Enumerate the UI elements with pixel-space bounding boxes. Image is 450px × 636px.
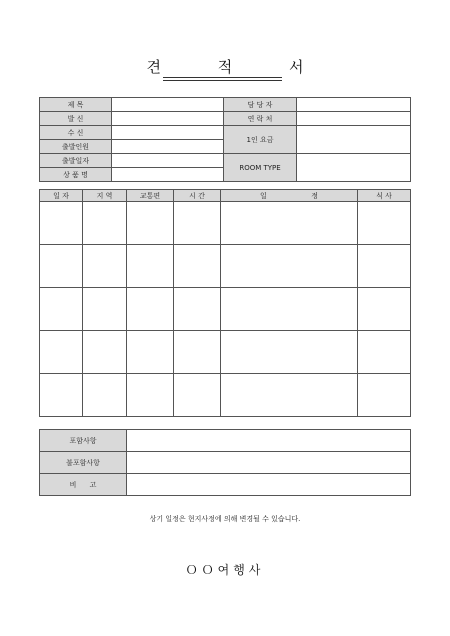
value-product-name[interactable]	[112, 168, 224, 182]
label-sender: 발 신	[40, 112, 112, 126]
cell-date[interactable]	[40, 331, 83, 374]
cell-date[interactable]	[40, 374, 83, 417]
header-date: 일 자	[40, 190, 83, 202]
cell-time[interactable]	[174, 331, 221, 374]
cell-time[interactable]	[174, 374, 221, 417]
cell-itinerary[interactable]	[221, 288, 358, 331]
value-contact[interactable]	[297, 112, 411, 126]
table-row	[40, 288, 411, 331]
cell-meals[interactable]	[358, 374, 411, 417]
header-transport: 교통편	[127, 190, 174, 202]
table-row	[40, 374, 411, 417]
label-remarks: 비 고	[40, 474, 127, 496]
label-manager: 담 당 자	[224, 98, 297, 112]
label-travelers: 출발인원	[40, 140, 112, 154]
table-row	[40, 202, 411, 245]
header-time: 시 간	[174, 190, 221, 202]
value-sender[interactable]	[112, 112, 224, 126]
document-title: 견 적 서	[146, 58, 330, 76]
value-manager[interactable]	[297, 98, 411, 112]
label-price-per-person: 1인 요금	[224, 126, 297, 154]
value-receiver[interactable]	[112, 126, 224, 140]
value-departure-date[interactable]	[112, 154, 224, 168]
title-underline	[163, 77, 282, 78]
cell-region[interactable]	[83, 331, 127, 374]
cell-itinerary[interactable]	[221, 331, 358, 374]
cell-transport[interactable]	[127, 331, 174, 374]
cell-date[interactable]	[40, 202, 83, 245]
info-table	[39, 97, 411, 182]
value-price-per-person[interactable]	[297, 126, 411, 154]
cell-transport[interactable]	[127, 202, 174, 245]
cell-region[interactable]	[83, 202, 127, 245]
header-itinerary: 일 정	[221, 190, 358, 202]
value-remarks[interactable]	[127, 474, 411, 496]
header-meals: 식 사	[358, 190, 411, 202]
cell-date[interactable]	[40, 288, 83, 331]
agency-name: ＯＯ여행사	[185, 563, 265, 577]
label-departure-date: 출발일자	[40, 154, 112, 168]
schedule-table	[39, 189, 411, 417]
cell-meals[interactable]	[358, 331, 411, 374]
value-room-type[interactable]	[297, 154, 411, 182]
value-included[interactable]	[127, 430, 411, 452]
cell-meals[interactable]	[358, 202, 411, 245]
label-included: 포함사항	[40, 430, 127, 452]
cell-time[interactable]	[174, 288, 221, 331]
label-product-name: 상 품 명	[40, 168, 112, 182]
label-subject: 제 목	[40, 98, 112, 112]
cell-region[interactable]	[83, 374, 127, 417]
label-receiver: 수 신	[40, 126, 112, 140]
cell-time[interactable]	[174, 245, 221, 288]
schedule-change-note: 상기 일정은 현지사정에 의해 변경될 수 있습니다.	[149, 515, 301, 523]
cell-meals[interactable]	[358, 245, 411, 288]
notes-table	[39, 429, 411, 496]
value-subject[interactable]	[112, 98, 224, 112]
cell-transport[interactable]	[127, 245, 174, 288]
label-excluded: 불포함사항	[40, 452, 127, 474]
header-region: 지 역	[83, 190, 127, 202]
cell-region[interactable]	[83, 245, 127, 288]
cell-itinerary[interactable]	[221, 202, 358, 245]
cell-itinerary[interactable]	[221, 245, 358, 288]
cell-region[interactable]	[83, 288, 127, 331]
label-contact: 연 락 처	[224, 112, 297, 126]
cell-time[interactable]	[174, 202, 221, 245]
title-underline-double	[163, 80, 282, 81]
value-excluded[interactable]	[127, 452, 411, 474]
label-room-type: ROOM TYPE	[224, 154, 297, 182]
cell-date[interactable]	[40, 245, 83, 288]
table-row	[40, 245, 411, 288]
value-travelers[interactable]	[112, 140, 224, 154]
cell-meals[interactable]	[358, 288, 411, 331]
cell-itinerary[interactable]	[221, 374, 358, 417]
cell-transport[interactable]	[127, 374, 174, 417]
cell-transport[interactable]	[127, 288, 174, 331]
table-row	[40, 331, 411, 374]
